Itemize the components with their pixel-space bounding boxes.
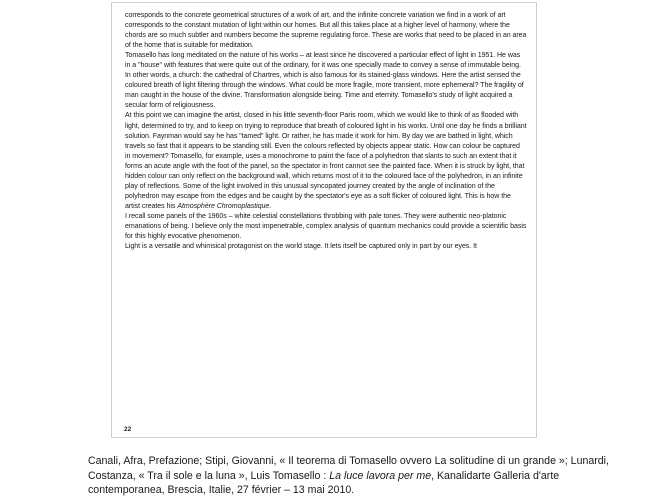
paragraph-5: Light is a versatile and whimsical protagonist on the world stage. It lets itself be captured only in part by our eyes. It xyxy=(125,243,477,251)
scanned-page xyxy=(111,2,537,438)
caption-part-2: , Kanalidarte Galleria d'arte contemporanea, Brescia, Italie, 27 février – 13 mai 2010. xyxy=(88,469,560,497)
paragraph-3-end: . xyxy=(269,202,272,210)
paragraph-3-italic: Atmosphère Chromoplastique xyxy=(177,202,270,210)
page-body-text xyxy=(125,11,527,252)
caption-italic-title: La luce lavora per me xyxy=(329,469,432,482)
page-number: 22 xyxy=(124,426,132,433)
paragraph-4: I recall some panels of the 1960s – white celestial constellations throbbing with pale tones. They were authentic neo-platonic emanations of being. I believe only the most impenetrable, complex analysis of quantum mechanics could provide a scientific basis for this highly evocative phenomenon. xyxy=(125,212,527,241)
paragraph-3 xyxy=(125,111,527,211)
image-caption xyxy=(88,454,628,498)
paragraph-2: Tomasello has long meditated on the nature of his works – at least since he discovered a particular effect of light in 1951. He was in a "house" with features that were quite out of the ordinary, for it was one specially made to convey a sense of immutable being. In other words, a church: the cathedral of Chartres, which is also famous for its stained-glass windows. Here the artist sensed the coloured breath of light filtering through the windows. What could be more fragile, more transient, more ephemeral? The fragility of man caught in the house of the divine. Transformation alongside being. Time and eternity. Tomasello's study of light acquired a secular form of religiousness. xyxy=(125,52,524,110)
paragraph-1: corresponds to the concrete geometrical structures of a work of art, and the infinite concrete variation we find in a work of art corresponds to the constant mutation of light within our homes. But all this takes place at a higher level of harmony, where the chords are so much subtler and numbers become the supreme regulating force. These are works that need to be placed in an area of the home that is suitable for meditation. xyxy=(125,12,527,50)
paragraph-3-text: At this point we can imagine the artist, closed in his little seventh-floor Paris room, which we would like to think of as flooded with light, determined to try, and to keep on trying to reproduce that breath of coloured light in his works. Until one day he finds a brilliant solution. Faynman would say he has "tamed" light. Or rather, he has made it work for him. By day we are bathed in light, which travels so fast that it appears to be standing still. Even the colours reflected by objects appear static. How can colour be captured in movement? Tomasello, for example, uses a monochrome to paint the face of a polyhedron that slants to such an extent that it forms an acute angle with the foot of the panel, so the spectator in front cannot see the painted face. When it is struck by light, that hidden colour can only reflect on the background wall, which returns most of it to the coloured face of the polyhedron, in an infinite play of reflections. Some of the light involved in this unusual syncopated journey created by the angle of inclination of the polyhedron may escape from the edges and be caught by the spectator's eye as a soft flicker of coloured light. This is how the artist creates his xyxy=(125,112,527,210)
caption-part-1: Canali, Afra, Prefazione; Stipi, Giovanni, « Il teorema di Tomasello ovvero La solitudine di un grande »; Lunardi, Costanza, « Tra il sole e la luna », Luis Tomasello : xyxy=(88,455,609,482)
